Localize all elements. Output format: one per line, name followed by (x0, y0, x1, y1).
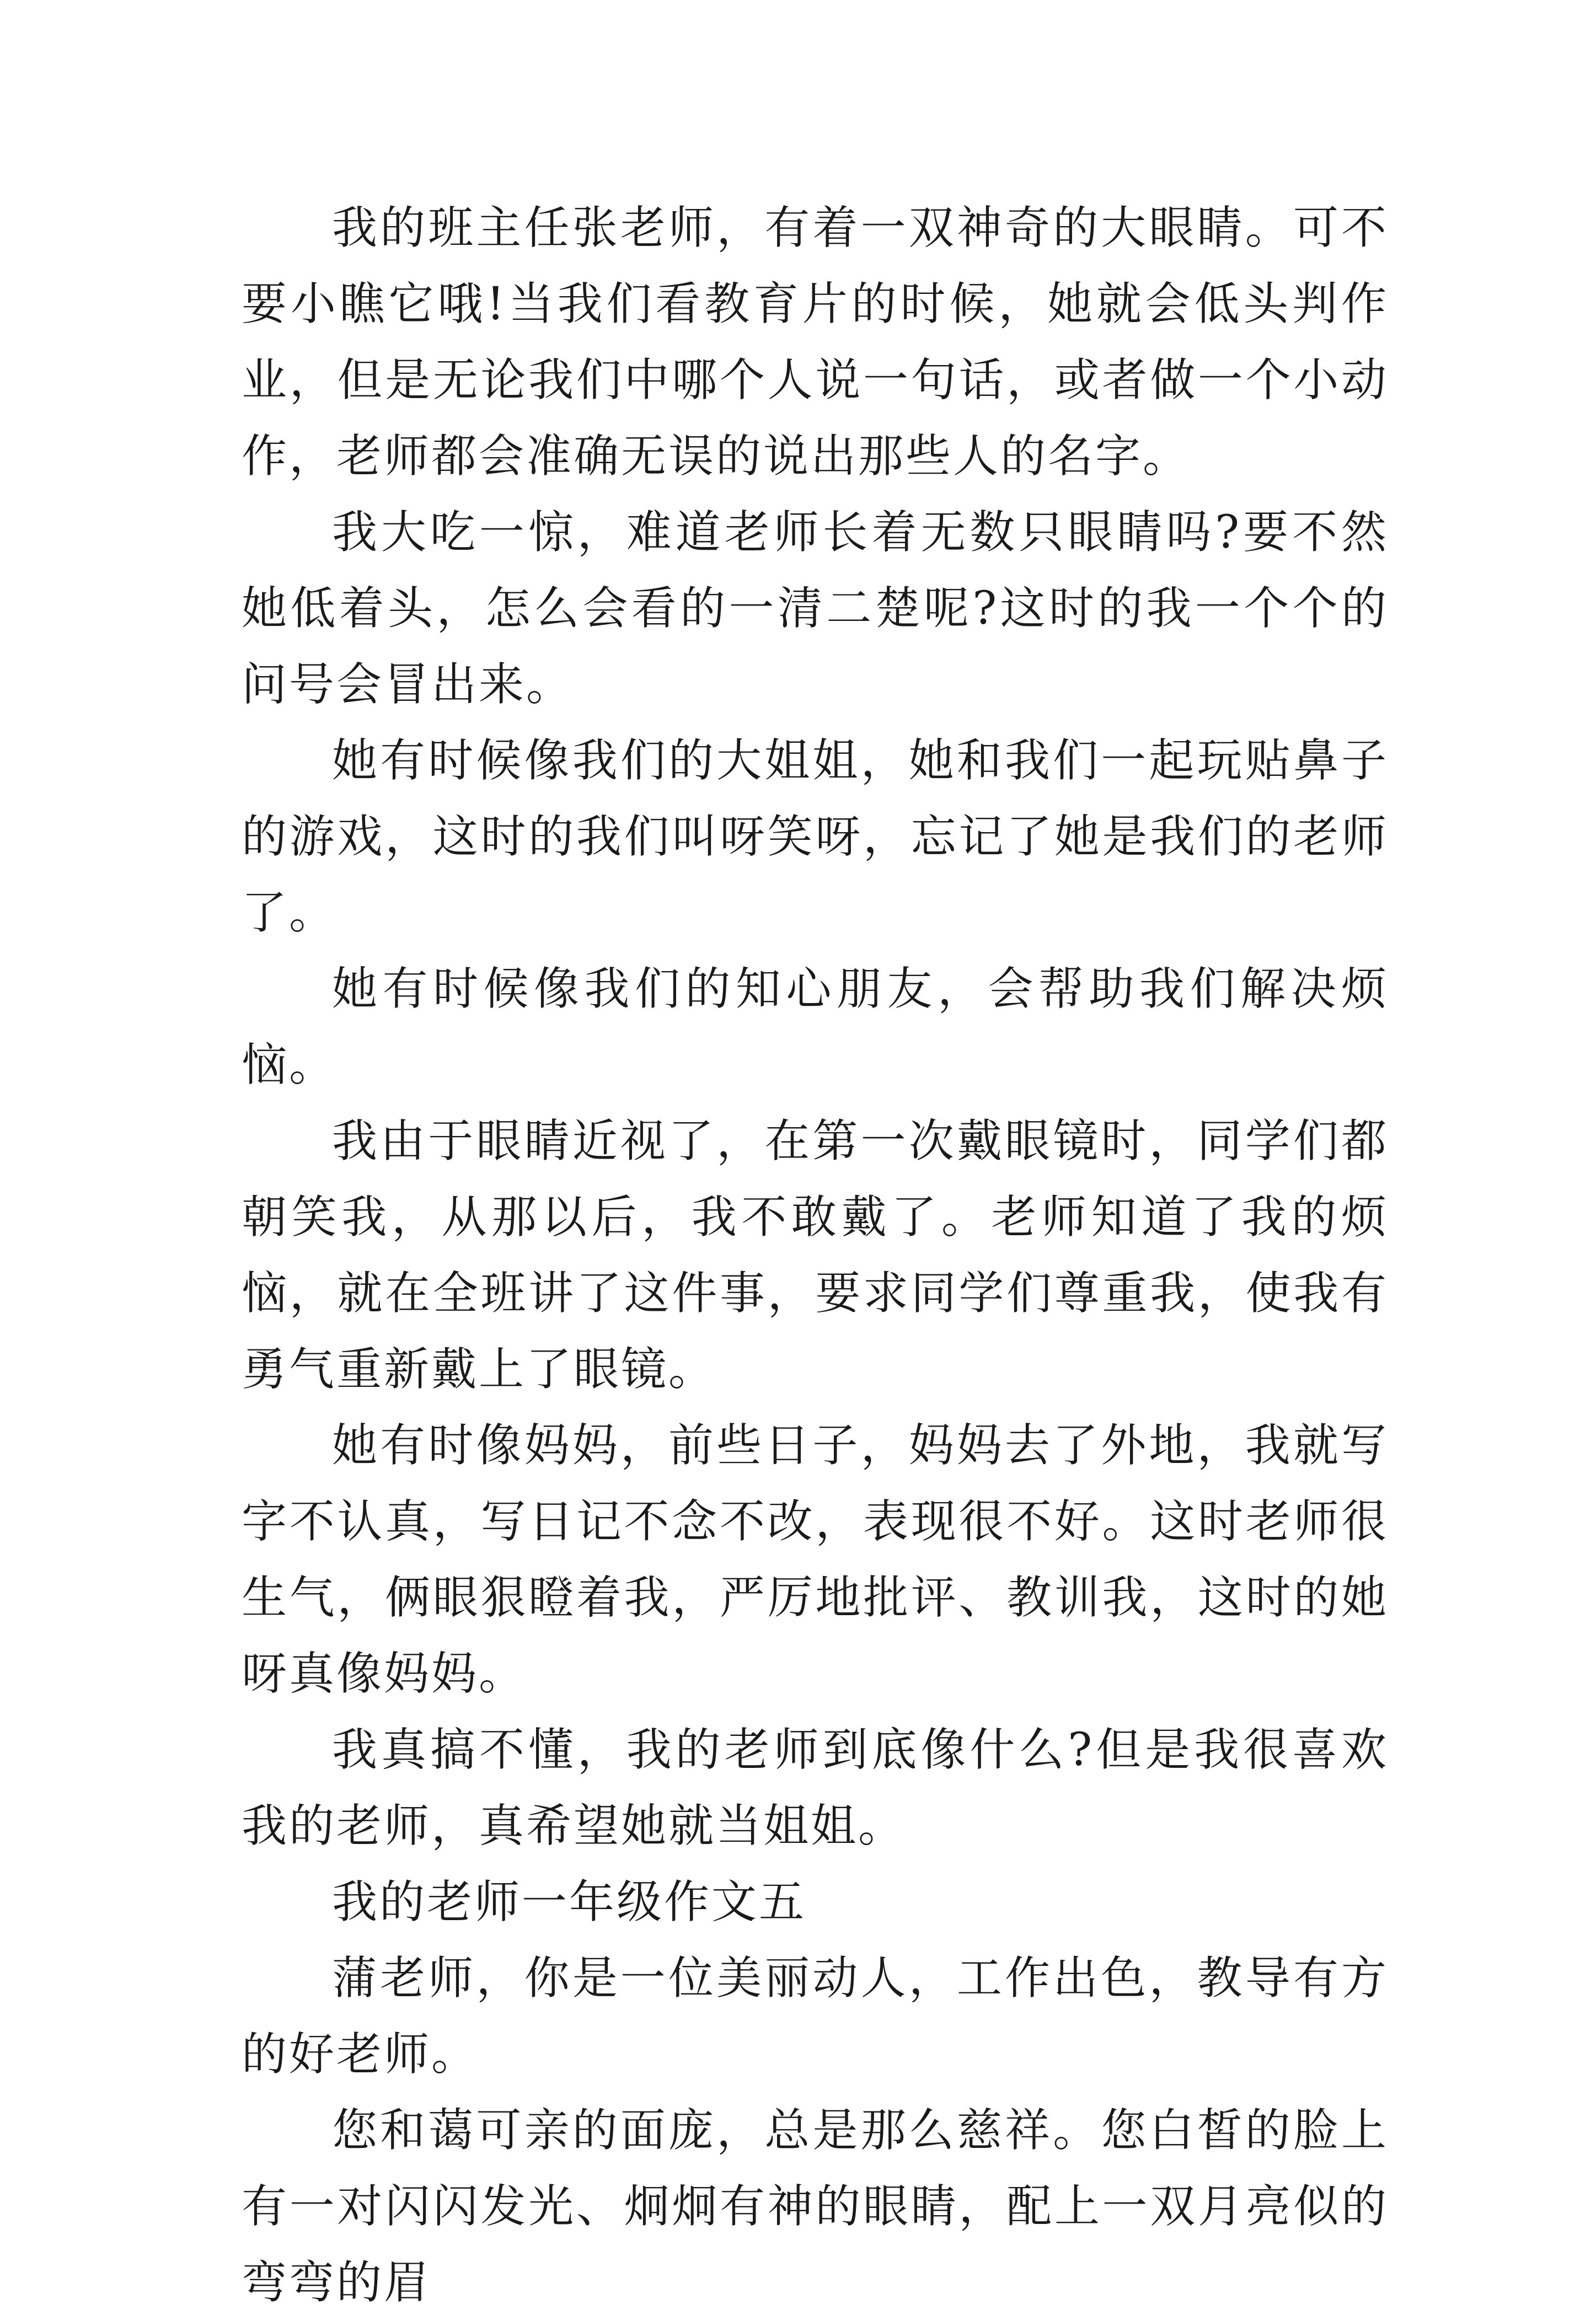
paragraph-2: 我大吃一惊，难道老师长着无数只眼睛吗?要不然她低着头，怎么会看的一清二楚呢?这时的我一个个的问号会冒出来。 (242, 506, 1389, 711)
section-heading: 我的老师一年级作文五 (332, 1876, 807, 1928)
paragraph-9: 您和蔼可亲的面庞，总是那么慈祥。您白皙的脸上有一对闪闪发光、炯炯有神的眼睛，配上一双月亮似的弯弯的眉 (242, 2104, 1389, 2309)
paragraph-1: 我的班主任张老师，有着一双神奇的大眼睛。可不要小瞧它哦!当我们看教育片的时候，她就会低头判作业，但是无论我们中哪个人说一句话，或者做一个小动作，老师都会准确无误的说出那些人的名字。 (242, 202, 1389, 483)
paragraph-6: 她有时像妈妈，前些日子，妈妈去了外地，我就写字不认真，写日记不念不改，表现很不好。这时老师很生气，俩眼狠瞪着我，严厉地批评、教训我，这时的她呀真像妈妈。 (242, 1419, 1389, 1700)
paragraph-8: 蒲老师，你是一位美丽动人，工作出色，教导有方的好老师。 (242, 1952, 1389, 2081)
essay-body (242, 190, 1389, 2321)
paragraph-7: 我真搞不懂，我的老师到底像什么?但是我很喜欢我的老师，真希望她就当姐姐。 (242, 1724, 1389, 1852)
paragraph-3: 她有时候像我们的大姐姐，她和我们一起玩贴鼻子的游戏，这时的我们叫呀笑呀，忘记了她是我们的老师了。 (242, 735, 1389, 939)
paragraph-5: 我由于眼睛近视了，在第一次戴眼镜时，同学们都朝笑我，从那以后，我不敢戴了。老师知道了我的烦恼，就在全班讲了这件事，要求同学们尊重我，使我有勇气重新戴上了眼镜。 (242, 1115, 1389, 1396)
paragraph-4: 她有时候像我们的知心朋友，会帮助我们解决烦恼。 (242, 963, 1389, 1091)
